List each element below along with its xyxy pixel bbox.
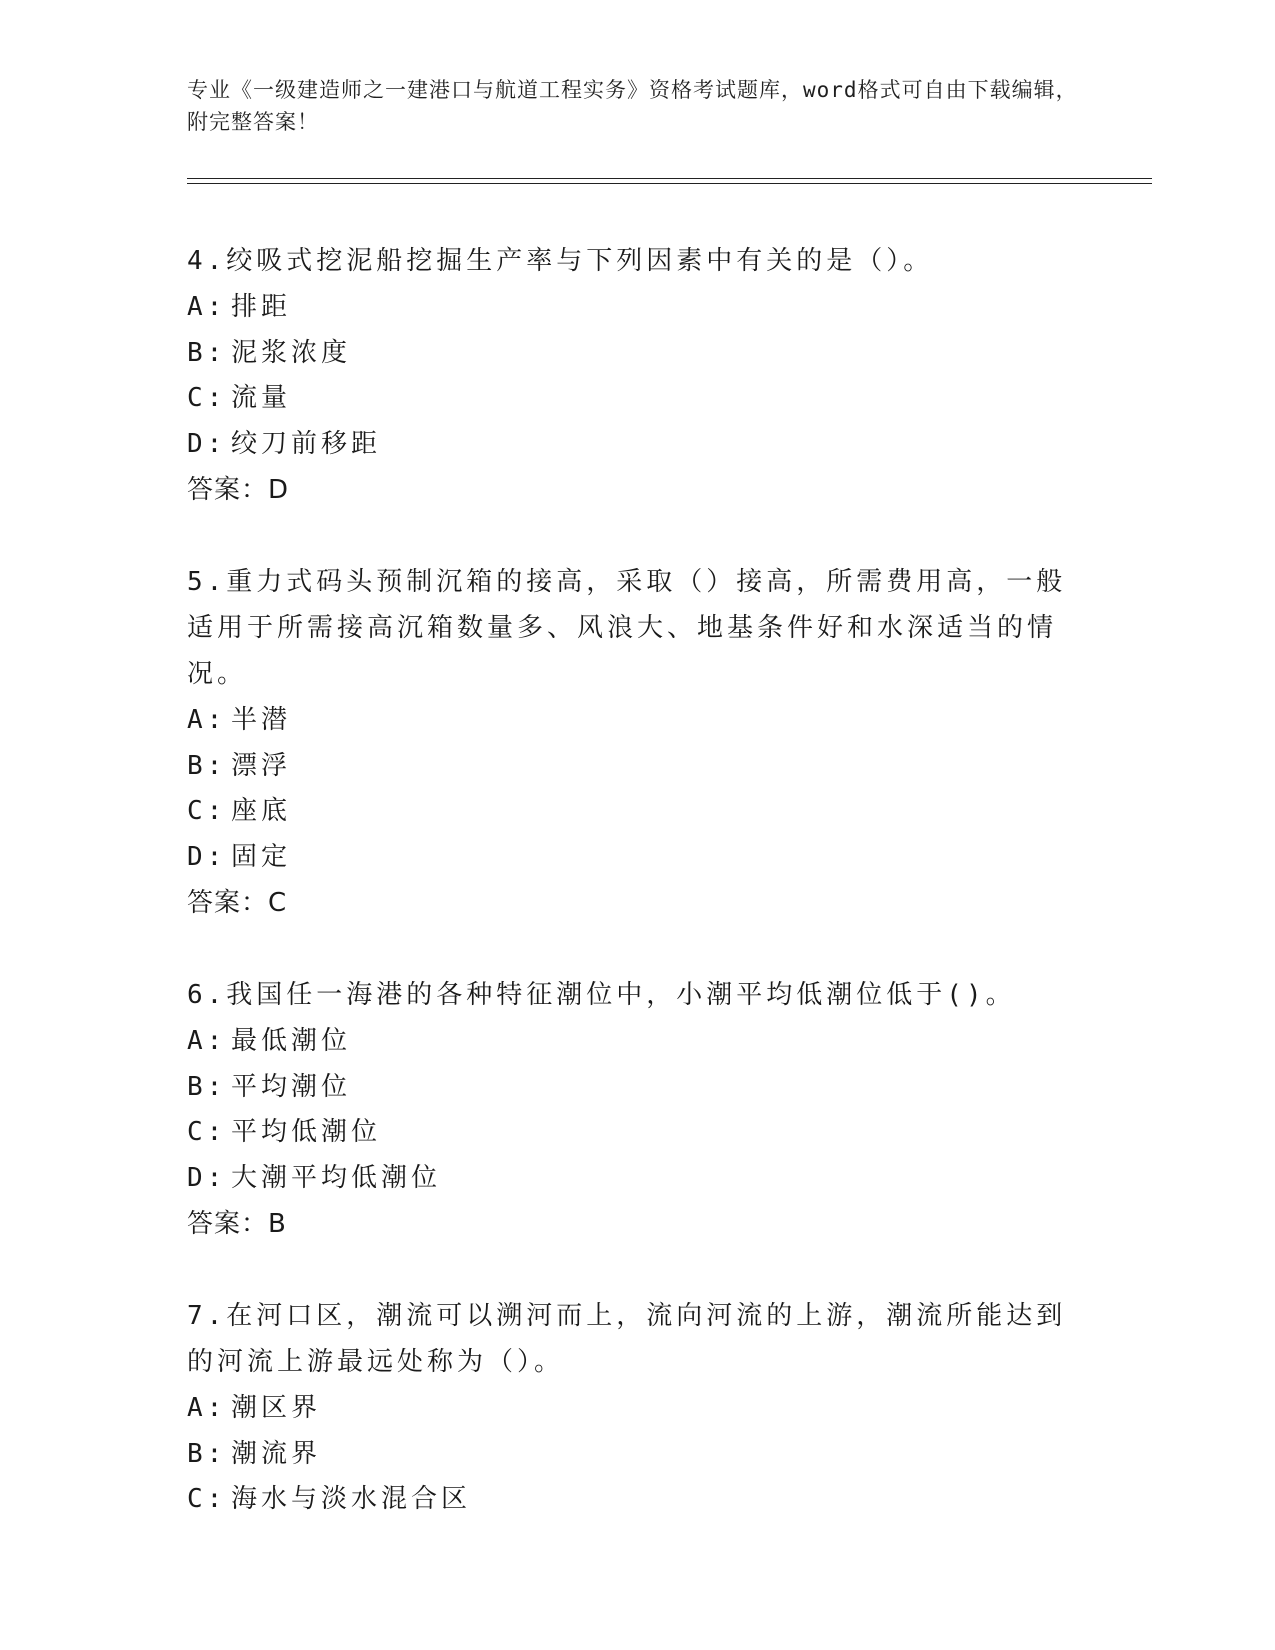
option-letter: B: <box>187 337 227 368</box>
option-d <box>187 1156 1077 1202</box>
option-letter: A: <box>187 1026 227 1056</box>
option-letter: A: <box>187 705 227 735</box>
option-text: 平均低潮位 <box>231 1117 382 1147</box>
option-c <box>187 789 1077 835</box>
option-c <box>187 1477 1077 1523</box>
option-a <box>187 1386 1077 1432</box>
option-letter: C: <box>187 1117 227 1147</box>
option-letter: C: <box>187 383 227 413</box>
option-letter: B: <box>187 750 227 781</box>
option-text: 漂浮 <box>231 750 292 781</box>
question-7 <box>187 1293 1077 1523</box>
option-b <box>187 1432 1077 1478</box>
option-d <box>187 835 1077 881</box>
option-b <box>187 744 1077 790</box>
option-c <box>187 376 1077 422</box>
option-text: 潮流界 <box>231 1438 322 1469</box>
answer-line: 答案：D <box>187 475 290 505</box>
option-a <box>187 698 1077 744</box>
document-header: 专业《一级建造师之一建港口与航道工程实务》资格考试题库，word格式可自由下载编辑，附完整答案！ <box>187 78 1078 134</box>
option-text: 平均潮位 <box>231 1071 352 1102</box>
option-a <box>187 285 1077 331</box>
option-letter: A: <box>187 1393 227 1423</box>
question-stem: 5.重力式码头预制沉箱的接高，采取（）接高，所需费用高，一般适用于所需接高沉箱数量多、风浪大、地基条件好和水深适当的情况。 <box>187 567 1067 689</box>
option-a <box>187 1019 1077 1065</box>
option-letter: D: <box>187 428 227 459</box>
question-5 <box>187 559 1077 926</box>
question-stem: 7.在河口区，潮流可以溯河而上，流向河流的上游，潮流所能达到的河流上游最远处称为（）。 <box>187 1301 1067 1377</box>
option-text: 最低潮位 <box>231 1026 352 1056</box>
option-b <box>187 1065 1077 1111</box>
option-text: 潮区界 <box>231 1393 322 1423</box>
answer-line: 答案：B <box>187 1209 287 1239</box>
option-letter: D: <box>187 1162 227 1193</box>
header-divider-bottom <box>187 183 1152 184</box>
question-4 <box>187 238 1077 513</box>
option-letter: D: <box>187 841 227 872</box>
option-letter: C: <box>187 796 227 826</box>
question-stem: 6.我国任一海港的各种特征潮位中，小潮平均低潮位低于()。 <box>187 980 1016 1010</box>
option-b <box>187 331 1077 377</box>
option-text: 半潜 <box>231 705 292 735</box>
answer-line: 答案：C <box>187 888 288 918</box>
option-letter: C: <box>187 1484 227 1514</box>
option-text: 绞刀前移距 <box>231 428 382 459</box>
question-stem: 4.绞吸式挖泥船挖掘生产率与下列因素中有关的是（）。 <box>187 246 934 276</box>
option-letter: B: <box>187 1438 227 1469</box>
option-d <box>187 422 1077 468</box>
option-text: 大潮平均低潮位 <box>231 1162 442 1193</box>
option-text: 座底 <box>231 796 292 826</box>
question-6 <box>187 972 1077 1247</box>
option-letter: A: <box>187 292 227 322</box>
question-list <box>187 238 1077 1569</box>
option-letter: B: <box>187 1071 227 1102</box>
option-text: 泥浆浓度 <box>231 337 352 368</box>
option-text: 海水与淡水混合区 <box>231 1484 472 1514</box>
header-divider-top <box>187 178 1152 179</box>
option-text: 固定 <box>231 841 292 872</box>
option-text: 排距 <box>231 292 292 322</box>
option-c <box>187 1110 1077 1156</box>
option-text: 流量 <box>231 383 292 413</box>
